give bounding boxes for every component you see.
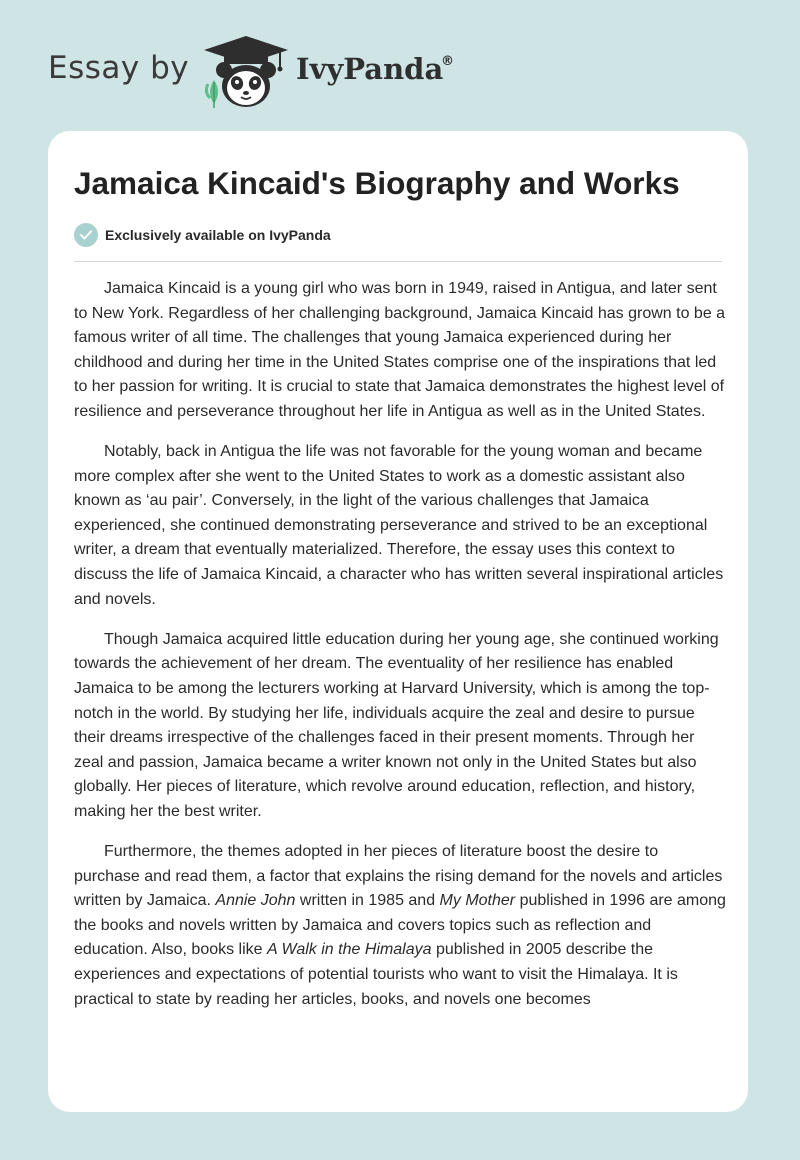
panda-graduate-icon[interactable]	[200, 34, 292, 110]
paragraph-4	[74, 840, 726, 1012]
brand-prefix: Essay by	[48, 50, 190, 86]
paragraph-4-text-4: published in 2005 describe the experiences and expectations of potential tourists who want to visit the Himalaya. It is practical to state by reading her articles, books, and novels one becomes	[74, 941, 678, 1008]
exclusive-badge-text: Exclusively available on IvyPanda	[105, 227, 331, 243]
book-title-my-mother: My Mother	[439, 892, 516, 910]
essay-body	[74, 277, 726, 1028]
divider	[74, 261, 722, 262]
brand-name[interactable]: IvyPanda	[296, 52, 444, 86]
paragraph-1: Jamaica Kincaid is a young girl who was born in 1949, raised in Antigua, and later sent to New York. Regardless of her challenging background, Jamaica Kincaid has grown to be a famous writer of all time. The challenges that young Jamaica experienced during her childhood and during her time in the United States comprise one of the inspirations that led to her passion for writing. It is crucial to state that Jamaica demonstrates the highest level of resilience and perseverance throughout her life in Antigua as well as in the United States.	[74, 280, 726, 420]
paragraph-4-text-1: Furthermore, the themes adopted in her pieces of literature boost the desire to purchase and read them, a factor that explains the rising demand for the novels and articles written by Jamaica.	[74, 842, 723, 910]
paragraph-4-text-2: written in 1985 and	[295, 892, 440, 910]
exclusive-badge	[74, 223, 331, 247]
paragraph-2: Notably, back in Antigua the life was not favorable for the young woman and became more complex after she went to the United States to work as a domestic assistant also known as ‘au pair’. Conversely, in the light of the various challenges that Jamaica experienced, she continued demonstrating perseverance and strived to be an exceptional writer, a dream that eventually materialized. Therefore, the essay uses this context to discuss the life of Jamaica Kincaid, a character who has written several inspirational articles and novels.	[74, 443, 724, 608]
essay-card	[48, 131, 748, 1112]
essay-title: Jamaica Kincaid's Biography and Works	[74, 165, 680, 201]
paragraph-4-text-3: published in 1996 are among the books and novels written by Jamaica and covers topics such as reflection and education. Also, books like	[74, 892, 726, 959]
paragraph-3: Though Jamaica acquired little education during her young age, she continued working towards the achievement of her dream. The eventuality of her resilience has enabled Jamaica to be among the lecturers working at Harvard University, which is among the top-notch in the world. By studying her life, individuals acquire the zeal and desire to pursue their dreams irrespective of the challenges faced in their present moments. Through her zeal and passion, Jamaica became a writer known not only in the United States but also globally. Her pieces of literature, which revolve around education, reflection, and history, making her the best writer.	[74, 630, 719, 820]
book-title-annie-john: Annie John	[215, 892, 296, 910]
registered-mark: ®	[441, 54, 454, 69]
site-header	[0, 0, 800, 130]
check-circle-icon	[74, 223, 98, 247]
book-title-a-walk-in-the-himalaya: A Walk in the Himalaya	[267, 941, 432, 959]
